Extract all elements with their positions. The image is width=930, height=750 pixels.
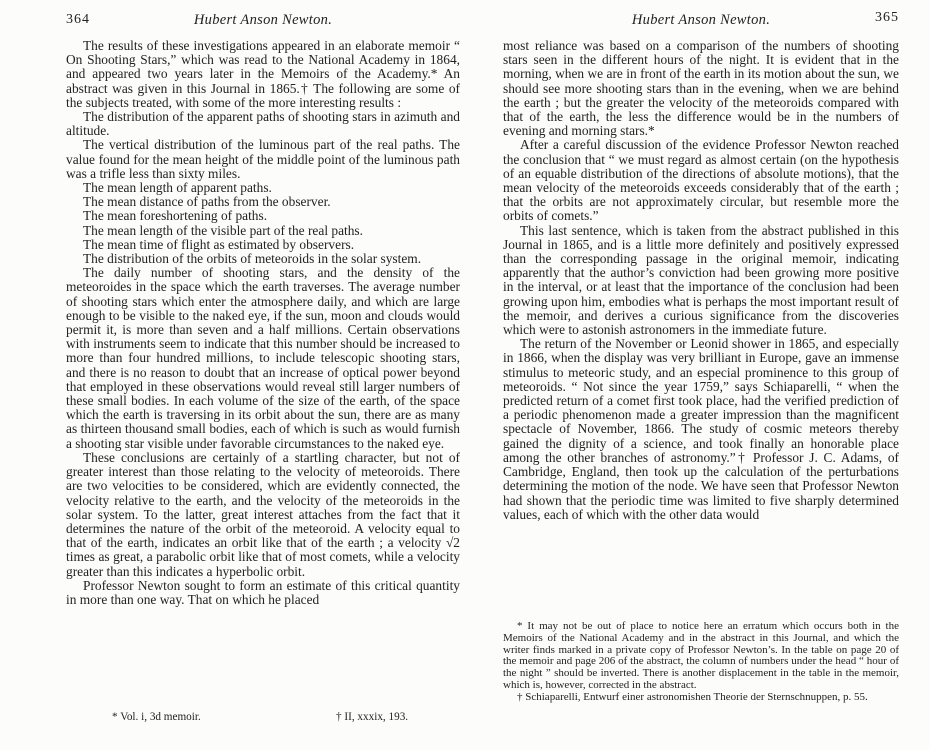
paragraph: The mean length of apparent paths. <box>83 180 272 196</box>
running-head-left: Hubert Anson Newton. <box>193 12 333 28</box>
footnotes-right <box>503 621 899 704</box>
paragraph: These conclusions are certainly of a startling character, but not of greater interest than those relating to the velocity of meteoroids. There are two velocities to be considered, which are evidently connected, the velocity relative to the earth, and the velocity of the meteoroids in the solar system. To the latter, great interest attaches from the fact that it determines the nature of the orbit of the meteoroid. A velocity equal to that of the earth, indicates an orbit like that of the earth ; a velocity √2 times as great, a parabolic orbit like that of most comets, while a velocity greater than this indicates a hyperbolic orbit. <box>66 449 460 579</box>
paragraph: The mean time of flight as estimated by observers. <box>83 236 355 252</box>
paragraph: The return of the November or Leonid shower in 1865, and especially in 1866, when the display was very brilliant in Europe, gave an immense stimulus to meteoric study, and an especial prominence to this group of meteoroids. “ Not since the year 1759,” says Schiaparelli, “ when the predicted return of a comet first took place, had the verified prediction of a periodic phenomenon made a greater impression than the magnificent spectacle of November, 1866. The study of cosmic meteors thereby gained the dignity of a science, and took finally an honorable place among the other branches of astronomy.”† Professor J. C. Adams, of Cambridge, England, then took up the calculation of the perturbations determining the motion of the node. We have seen that Professor Newton had shown that the periodic time was limited to five sharply determined values, each of which with the other data would <box>503 336 899 522</box>
footnote-vol: * Vol. i, 3d memoir. <box>112 711 201 723</box>
page-header-right <box>503 12 899 30</box>
page-365 <box>503 12 899 738</box>
page-header-left <box>66 12 460 30</box>
footnote: † Schiaparelli, Entwurf einer astronomishen Theorie der Sternschnuppen, p. 55. <box>517 690 868 703</box>
page-number-right: 365 <box>875 10 899 25</box>
footnote-journal-ref: † II, xxxix, 193. <box>336 711 409 723</box>
paragraph: The mean foreshortening of paths. <box>83 208 268 224</box>
paragraph: The mean distance of paths from the observer. <box>83 194 331 210</box>
paragraph: The results of these investigations appeared in an elaborate memoir “ On Shooting Stars,” which was read to the National Academy in 1864, and appeared two years later in the Memoirs of the Academy.* An abstract was given in this Journal in 1865.† The following are some of the subjects treated, with some of the more interesting results : <box>66 38 460 110</box>
paragraph: The vertical distribution of the luminous part of the real paths. The value found for the mean height of the middle point of the luminous path was a trifle less than sixty miles. <box>66 137 460 181</box>
page-body-left <box>66 39 460 607</box>
page-number-left: 364 <box>66 12 90 27</box>
footnote: * It may not be out of place to notice here an erratum which occurs both in the Memoirs of the National Academy and in the abstract in this Journal, and which the writer finds marked in a private copy of Professor Newton’s. In the table on page 20 of the memoir and page 206 of the abstract, the column of numbers under the head “ hour of the night ” should be inverted. There is another displacement in the table in the memoir, which is, however, corrected in the abstract. <box>503 620 899 691</box>
page-364 <box>66 12 460 738</box>
paragraph: The distribution of the apparent paths of shooting stars in azimuth and altitude. <box>66 109 460 139</box>
paragraph: This last sentence, which is taken from the abstract published in this Journal in 1865, and is a little more definitely and positively expressed than the corresponding passage in the original memoir, indicating apparently that the author’s conviction had been growing more positive in the interval, or at least that the importance of the conclusion had been growing upon him, embodies what is perhaps the most important result of the memoir, and derives a curious significance from the discoveries which were to astonish astronomers in the immediate future. <box>503 222 899 338</box>
paragraph: most reliance was based on a comparison of the numbers of shooting stars seen in the different hours of the night. It is evident that in the morning, when we are in front of the earth in its motion about the sun, we should see more shooting stars than in the evening, when we are behind the earth ; but the greater the velocity of the meteoroids compared with that of the earth, the less the difference would be in the numbers of evening and morning stars.* <box>503 38 899 139</box>
paragraph: After a careful discussion of the evidence Professor Newton reached the conclusion that “ we must regard as almost certain (on the hypothesis of an equable distribution of the directions of absolute motions), that the mean velocity of the meteoroids exceeds considerably that of the earth ; that the orbits are not approximately circular, but resemble more the orbits of comets.” <box>503 137 899 224</box>
paragraph: The mean length of the visible part of the real paths. <box>83 222 363 238</box>
page-body-right <box>503 39 899 522</box>
paragraph: Professor Newton sought to form an estimate of this critical quantity in more than one way. That on which he placed <box>66 577 460 607</box>
paragraph: The distribution of the orbits of meteoroids in the solar system. <box>83 251 422 267</box>
running-head-right: Hubert Anson Newton. <box>631 12 771 28</box>
paragraph: The daily number of shooting stars, and the density of the meteoroides in the space which the earth traverses. The average number of shooting stars which enter the atmosphere daily, and which are large enough to be visible to the naked eye, if the sun, moon and clouds would permit it, is more than seven and a half millions. Certain observations with instruments seem to indicate that this number should be increased to more than four hundred millions, to include telescopic shooting stars, and there is no reason to doubt that an increase of optical power beyond that employed in these observations would reveal still larger numbers of these small bodies. In each volume of the size of the earth, of the space which the earth is traversing in its orbit about the sun, there are as many as thirteen thousand small bodies, each of which is such as would furnish a shooting star visible under favorable circumstances to the naked eye. <box>66 265 460 451</box>
